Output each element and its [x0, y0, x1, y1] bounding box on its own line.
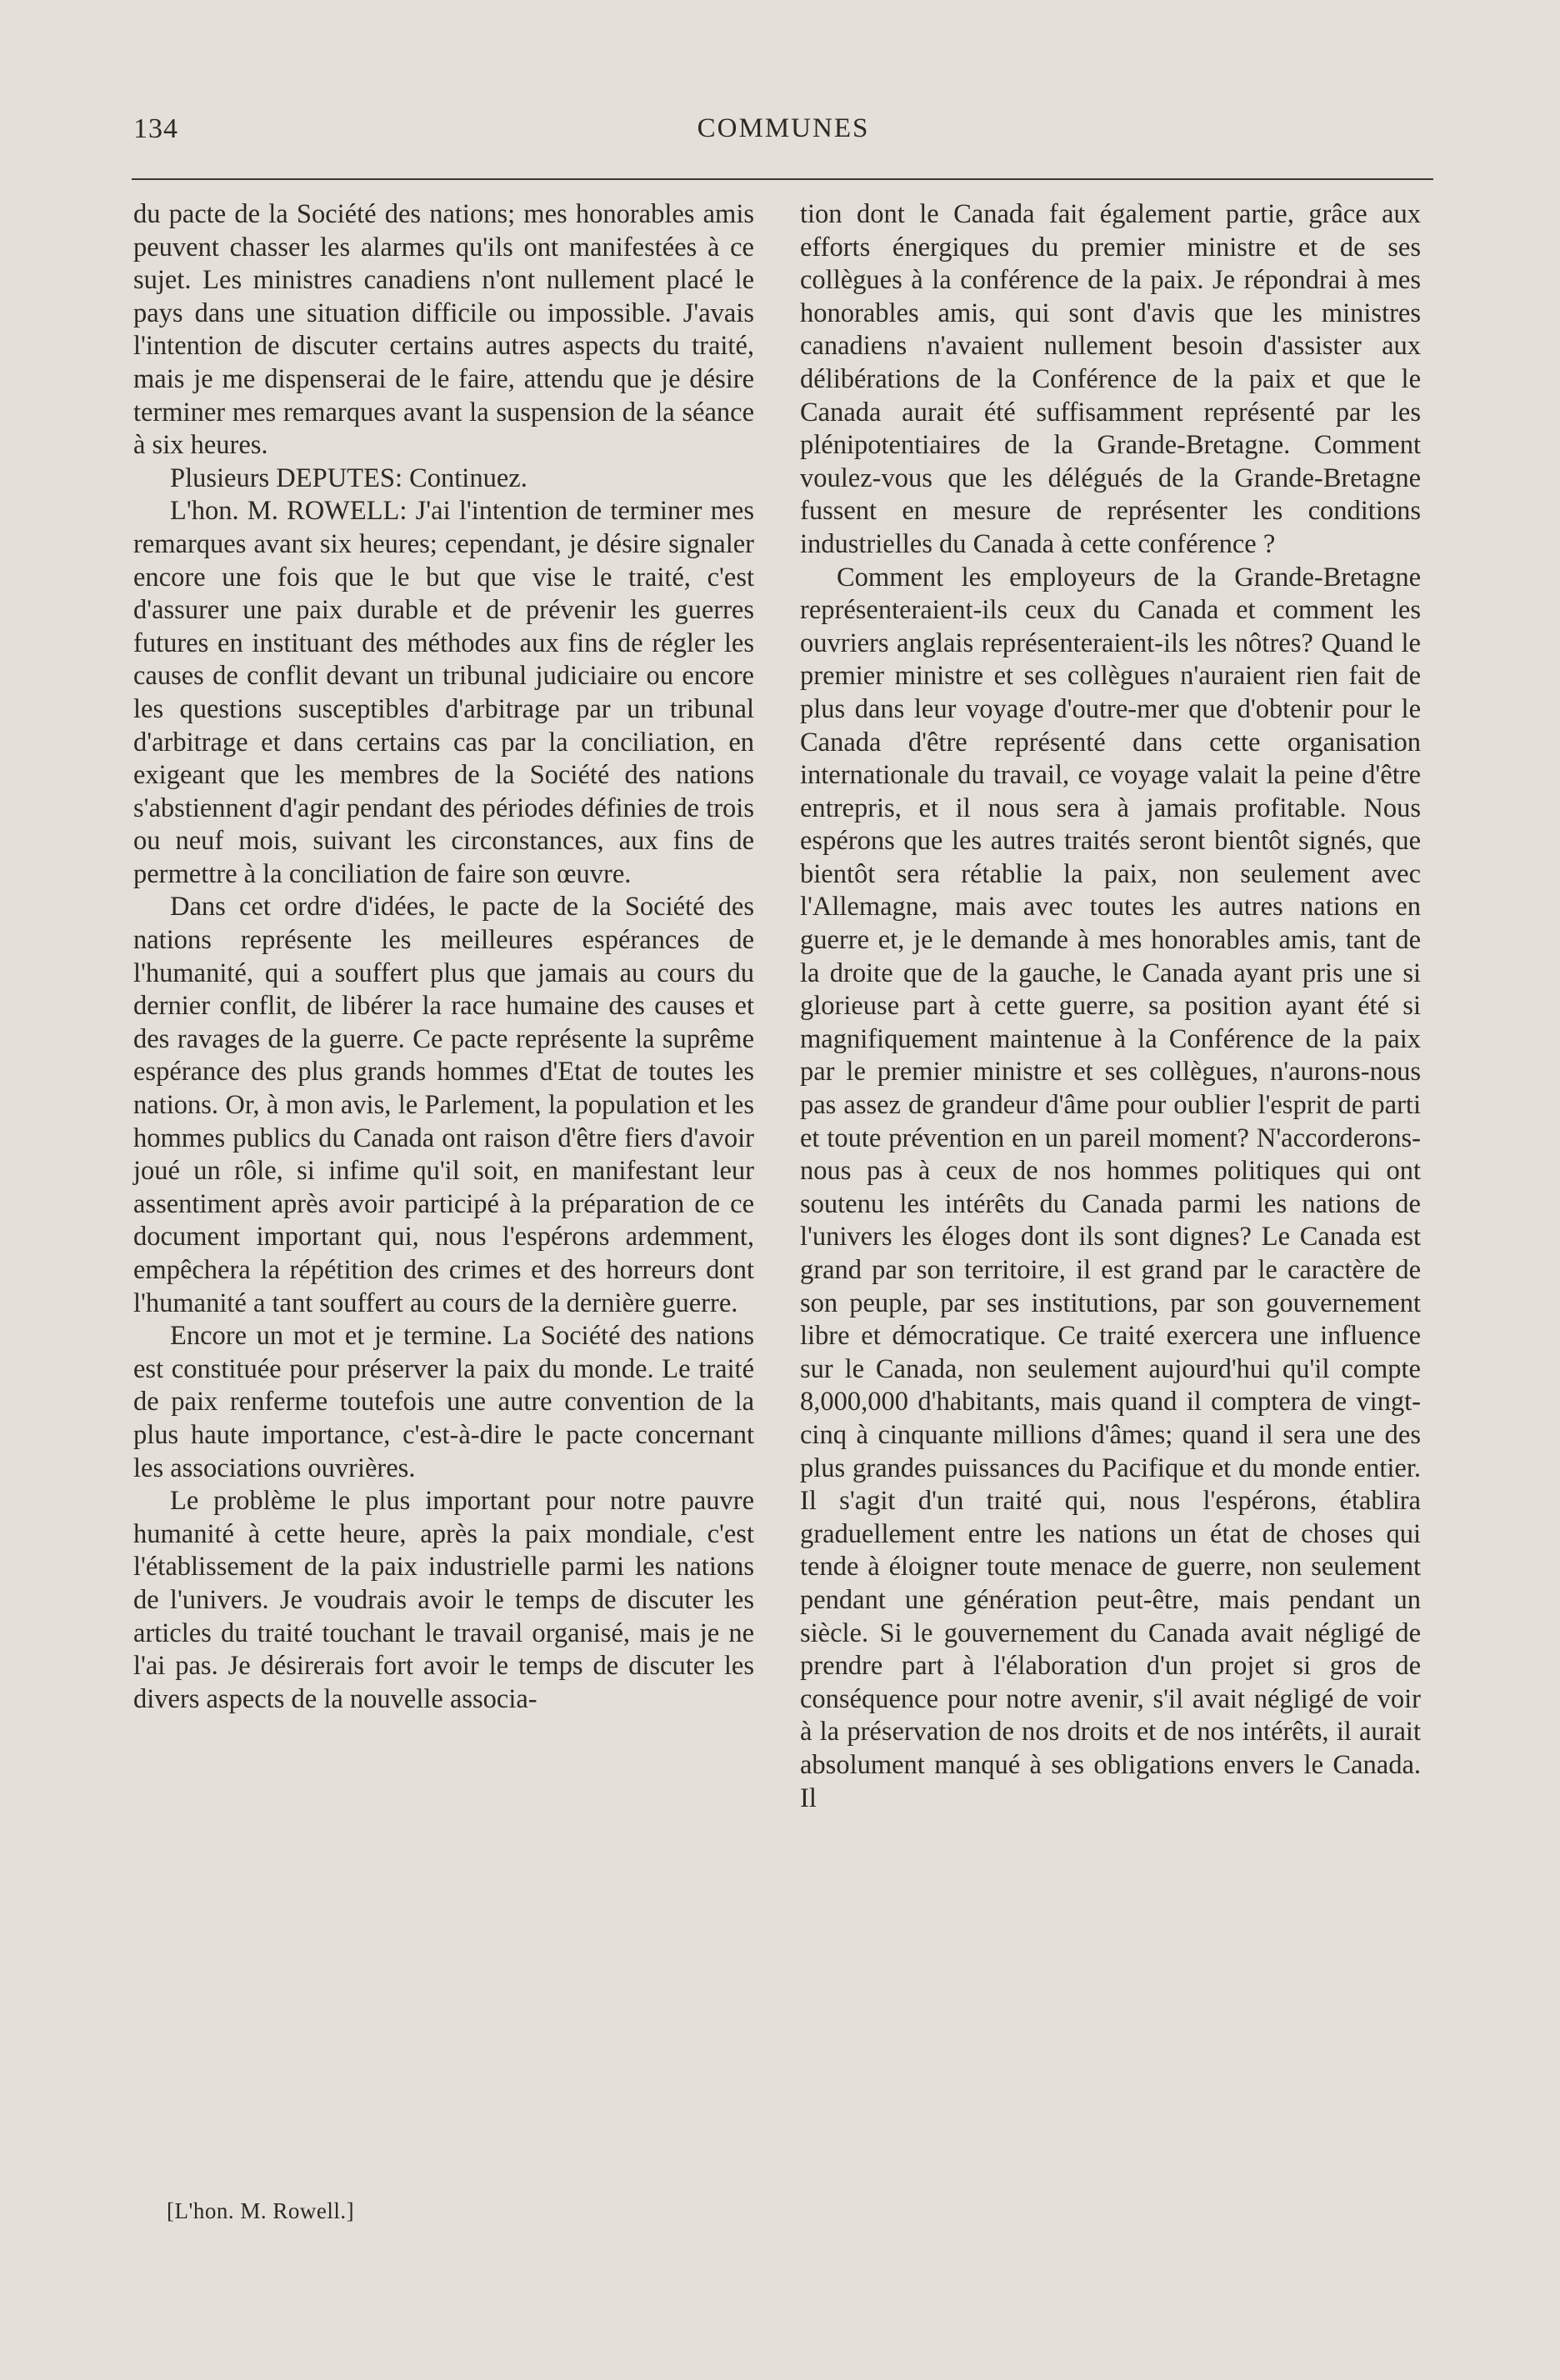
header-rule — [132, 178, 1433, 180]
paragraph: Plusieurs DEPUTES: Continuez. — [170, 462, 528, 493]
paragraph: du pacte de la Société des nations; mes honorables amis peuvent chasser les alarmes qu'ils ont manifestées à ce sujet. Les ministres canadiens n'ont nullement placé le pays dans une situation difficile ou impossible. J'avais l'intention de discuter certains autres aspects du traité, mais je me dispenserai de le faire, attendu que je désire terminer mes remarques avant la suspension de la séance à six heures. — [133, 199, 754, 461]
speaker-footnote: [L'hon. M. Rowell.] — [167, 2198, 355, 2223]
paragraph: Comment les employeurs de la Grande-Bretagne représenteraient-ils ceux du Canada et comment les ouvriers anglais représenteraient-ils les nôtres? Quand le premier ministre et ses collègues n'auraient rien fait de plus dans leur voyage d'outre-mer que d'obtenir pour le Canada d'être représenté dans cette organisation internationale du travail, ce voyage valait la peine d'être entrepris, et il nous sera à jamais profitable. Nous espérons que les autres traités seront bientôt signés, que bientôt sera rétablie la paix, non seulement avec l'Allemagne, mais avec toutes les autres nations en guerre et, je le demande à mes honorables amis, tant de la droite que de la gauche, le Canada ayant pris une si glorieuse part à cette guerre, sa position ayant été si magnifiquement maintenue à la Conférence de la paix par le premier ministre et ses collègues, n'aurons-nous pas assez de grandeur d'âme pour oublier l'esprit de parti et toute prévention en un pareil moment? N'accorderons-nous pas à ceux de nos hommes politiques qui ont soutenu les intérêts du Canada parmi les nations de l'univers les éloges dont ils sont dignes? Le Canada est grand par son territoire, il est grand par le caractère de son peuple, par ses institutions, par son gouvernement libre et démocratique. Ce traité exercera une influence sur le Canada, non seulement aujourd'hui qu'il compte 8,000,000 d'habitants, mais quand il comptera de vingt-cinq à cinquante millions d'âmes; quand il sera une des plus grandes puissances du Pacifique et du monde entier. Il s'agit d'un traité qui, nous l'espérons, établira graduellement entre les nations un état de choses qui tende à éloigner toute menace de guerre, non seulement pendant une génération peut-être, mais pendant un siècle. Si le gouvernement du Canada avait négligé de prendre part à l'élaboration d'un projet si gros de conséquence pour notre avenir, s'il avait négligé de voir à la préservation de nos droits et de nos intérêts, il aurait absolument manqué à ses obligations envers le Canada. Il — [800, 562, 1421, 1813]
paragraph: Dans cet ordre d'idées, le pacte de la Société des nations représente les meilleures espérances de l'humanité, qui a souffert plus que jamais au cours du dernier conflit, de libérer la race humaine des causes et des ravages de la guerre. Ce pacte représente la suprême espérance des plus grands hommes d'Etat de toutes les nations. Or, à mon avis, le Parlement, la population et les hommes publics du Canada ont raison d'être fiers d'avoir joué un rôle, si infime qu'il soit, en manifestant leur assentiment après avoir participé à la préparation de ce document important qui, nous l'espérons ardemment, empêchera la répétition des crimes et des horreurs dont l'humanité a tant souffert au cours de la dernière guerre. — [133, 892, 754, 1318]
left-column — [133, 198, 754, 1716]
page-number: 134 — [133, 113, 178, 144]
paragraph: tion dont le Canada fait également partie, grâce aux efforts énergiques du premier ministre et de ses collègues à la conférence de la paix. Je répondrai à mes honorables amis, qui sont d'avis que les ministres canadiens n'avaient nullement besoin d'assister aux délibérations de la Conférence de la paix et que le Canada aurait été suffisamment représenté par les plénipotentiaires de la Grande-Bretagne. Comment voulez-vous que les délégués de la Grande-Bretagne fussent en mesure de représenter les conditions industrielles du Canada à cette conférence ? — [800, 199, 1421, 559]
running-head: COMMUNES — [697, 113, 870, 143]
paragraph: L'hon. M. ROWELL: J'ai l'intention de terminer mes remarques avant six heures; cependant, je désire signaler encore une fois que le but que vise le traité, c'est d'assurer une paix durable et de prévenir les guerres futures en instituant des méthodes aux fins de régler les causes de conflit devant un tribunal judiciaire ou encore les questions susceptibles d'arbitrage par un tribunal d'arbitrage et dans certains cas par la conciliation, en exigeant que les membres de la Société des nations s'abstiennent d'agir pendant des périodes définies de trois ou neuf mois, suivant les circonstances, aux fins de permettre à la conciliation de faire son œuvre. — [133, 496, 754, 889]
page-header — [133, 113, 1433, 155]
paragraph: Le problème le plus important pour notre pauvre humanité à cette heure, après la paix mondiale, c'est l'établissement de la paix industrielle parmi les nations de l'univers. Je voudrais avoir le temps de discuter les articles du traité touchant le travail organisé, mais je ne l'ai pas. Je désirerais fort avoir le temps de discuter les divers aspects de la nouvelle associa- — [133, 1486, 754, 1714]
paragraph: Encore un mot et je termine. La Société des nations est constituée pour préserver la paix du monde. Le traité de paix renferme toutefois une autre convention de la plus haute importance, c'est-à-dire le pacte concernant les associations ouvrières. — [133, 1321, 754, 1483]
right-column — [800, 198, 1421, 1815]
